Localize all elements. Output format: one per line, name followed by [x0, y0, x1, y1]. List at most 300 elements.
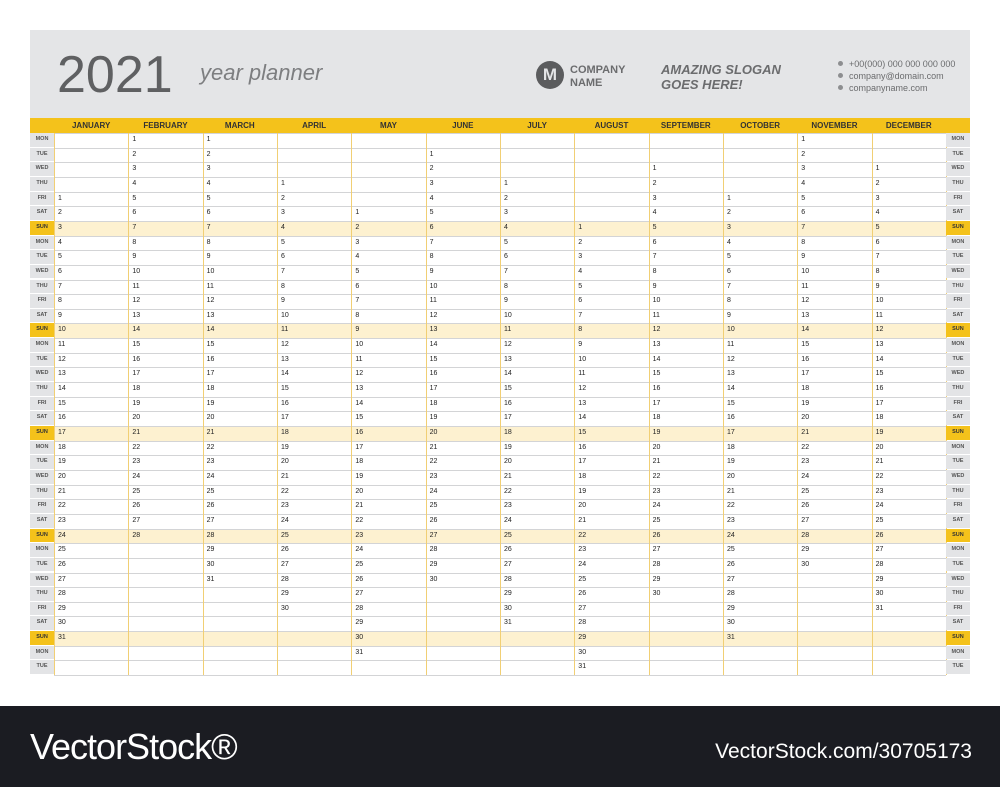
- company-logo-icon: [536, 61, 564, 89]
- day-number: 30: [875, 590, 884, 598]
- column-divider: [426, 133, 427, 675]
- day-number: 21: [355, 502, 364, 510]
- day-number: 17: [652, 399, 661, 407]
- day-number: 16: [801, 355, 810, 363]
- day-number: 4: [503, 223, 508, 231]
- day-number: 27: [58, 575, 66, 583]
- day-number: 24: [429, 487, 438, 495]
- weekday-label-left: FRI: [30, 602, 54, 616]
- day-number: 27: [503, 560, 512, 568]
- day-number: 6: [58, 267, 62, 275]
- day-number: 30: [578, 648, 587, 656]
- day-number: 20: [578, 502, 587, 510]
- calendar-grid: [30, 118, 970, 678]
- day-number: 12: [652, 326, 661, 334]
- day-number: 8: [801, 238, 806, 246]
- day-number: 2: [652, 179, 657, 187]
- day-number: 12: [206, 297, 215, 305]
- day-number: 17: [503, 414, 512, 422]
- bullet-icon: [838, 73, 843, 78]
- day-number: 21: [652, 458, 661, 466]
- day-number: 5: [801, 194, 806, 202]
- column-divider: [54, 133, 55, 675]
- day-number: 16: [132, 355, 141, 363]
- day-number: 3: [652, 194, 657, 202]
- column-divider: [277, 133, 278, 675]
- day-number: 8: [875, 267, 880, 275]
- day-number: 2: [206, 150, 211, 158]
- day-number: 10: [875, 297, 884, 305]
- logo-letter: M: [542, 65, 558, 84]
- weekday-label-left: MON: [30, 646, 54, 660]
- weekday-label-right: WED: [946, 573, 970, 587]
- month-header: SEPTEMBER: [660, 121, 711, 130]
- weekday-label-right: TUE: [946, 558, 970, 572]
- day-number: 7: [652, 253, 657, 261]
- day-number: 4: [801, 179, 806, 187]
- day-number: 29: [58, 604, 66, 612]
- day-number: 2: [280, 194, 285, 202]
- day-number: 3: [578, 253, 583, 261]
- day-number: 26: [355, 575, 364, 583]
- day-number: 22: [503, 487, 512, 495]
- day-number: 16: [355, 429, 364, 436]
- weekday-label-left: MON: [30, 236, 54, 250]
- weekday-label-right: SUN: [946, 221, 970, 235]
- day-number: 7: [578, 311, 583, 319]
- weekday-label-right: FRI: [946, 192, 970, 206]
- weekday-label-left: SUN: [30, 426, 54, 440]
- day-number: 24: [503, 516, 512, 524]
- day-number: 30: [280, 604, 289, 612]
- column-divider: [797, 133, 798, 675]
- day-number: 6: [355, 282, 360, 290]
- month-header: MARCH: [224, 121, 255, 130]
- day-number: 7: [58, 282, 62, 290]
- weekday-label-right: MON: [946, 338, 970, 352]
- day-number: 27: [280, 560, 289, 568]
- day-number: 9: [58, 311, 62, 319]
- day-number: 6: [726, 267, 731, 275]
- day-number: 14: [280, 370, 289, 378]
- day-number: 26: [429, 516, 438, 524]
- day-number: 18: [280, 429, 289, 436]
- day-number: 7: [355, 297, 360, 305]
- day-number: 31: [58, 634, 66, 642]
- day-number: 6: [429, 223, 434, 231]
- weekday-label-left: TUE: [30, 558, 54, 572]
- company-name-line2: NAME: [570, 77, 603, 89]
- day-number: 9: [652, 282, 657, 290]
- day-number: 31: [578, 663, 587, 671]
- day-number: 12: [503, 341, 512, 349]
- contact-email-text: company@domain.com: [849, 71, 944, 81]
- day-number: 23: [206, 458, 215, 466]
- day-number: 21: [801, 429, 810, 436]
- day-number: 3: [132, 165, 137, 173]
- day-number: 27: [578, 604, 587, 612]
- day-number: 2: [355, 223, 360, 231]
- weekday-label-left: SUN: [30, 631, 54, 645]
- day-number: 19: [280, 443, 289, 451]
- day-number: 9: [280, 297, 285, 305]
- weekday-label-left: THU: [30, 177, 54, 191]
- day-number: 24: [355, 546, 364, 554]
- day-number: 8: [280, 282, 285, 290]
- day-number: 27: [875, 546, 884, 554]
- day-number: 16: [280, 399, 289, 407]
- day-number: 21: [503, 472, 512, 480]
- day-number: 4: [355, 253, 360, 261]
- day-number: 9: [875, 282, 880, 290]
- day-number: 8: [726, 297, 731, 305]
- day-number: 6: [578, 297, 583, 305]
- day-number: 4: [58, 238, 62, 246]
- day-number: 14: [355, 399, 364, 407]
- day-number: 7: [429, 238, 434, 246]
- day-number: 7: [206, 223, 211, 231]
- day-number: 6: [206, 209, 211, 217]
- day-number: 18: [503, 429, 512, 436]
- day-number: 29: [578, 634, 587, 642]
- day-number: 11: [429, 297, 437, 305]
- day-number: 8: [429, 253, 434, 261]
- day-number: 21: [726, 487, 735, 495]
- day-number: 19: [652, 429, 661, 436]
- day-number: 5: [280, 238, 285, 246]
- weekday-label-left: WED: [30, 470, 54, 484]
- day-number: 27: [132, 516, 141, 524]
- day-number: 16: [652, 385, 661, 393]
- column-divider: [500, 133, 501, 675]
- day-number: 30: [726, 619, 735, 627]
- day-number: 3: [726, 223, 731, 231]
- weekday-label-left: TUE: [30, 660, 54, 674]
- day-number: 1: [206, 136, 211, 143]
- weekday-label-right: SAT: [946, 411, 970, 425]
- day-number: 15: [578, 429, 587, 436]
- day-number: 25: [801, 487, 810, 495]
- day-number: 5: [206, 194, 211, 202]
- weekday-label-right: MON: [946, 236, 970, 250]
- day-number: 15: [355, 414, 364, 422]
- day-number: 23: [429, 472, 438, 480]
- day-number: 30: [58, 619, 66, 627]
- day-number: 12: [801, 297, 810, 305]
- day-number: 9: [801, 253, 806, 261]
- weekday-label-right: THU: [946, 382, 970, 396]
- column-divider: [723, 133, 724, 675]
- day-number: 22: [132, 443, 141, 451]
- weekday-label-right: SUN: [946, 323, 970, 337]
- day-number: 22: [58, 502, 66, 510]
- month-header: JANUARY: [71, 121, 111, 130]
- day-number: 14: [875, 355, 884, 363]
- day-number: 16: [875, 385, 884, 393]
- day-number: 27: [801, 516, 810, 524]
- day-number: 25: [726, 546, 735, 554]
- day-number: 26: [875, 531, 884, 539]
- weekday-label-left: WED: [30, 162, 54, 176]
- weekday-label-right: THU: [946, 587, 970, 601]
- day-number: 10: [726, 326, 735, 334]
- day-number: 8: [58, 297, 62, 305]
- day-number: 11: [652, 311, 660, 319]
- day-number: 22: [355, 516, 364, 524]
- contact-list: [838, 58, 955, 94]
- day-number: 3: [503, 209, 508, 217]
- weekday-label-left: TUE: [30, 148, 54, 162]
- day-number: 15: [280, 385, 289, 393]
- day-number: 4: [132, 179, 137, 187]
- day-number: 20: [355, 487, 364, 495]
- day-number: 13: [652, 341, 661, 349]
- day-number: 21: [875, 458, 884, 466]
- day-number: 7: [280, 267, 285, 275]
- weekday-label-right: FRI: [946, 397, 970, 411]
- day-number: 19: [355, 472, 364, 480]
- weekday-label-right: SAT: [946, 309, 970, 323]
- day-number: 26: [280, 546, 289, 554]
- day-number: 8: [578, 326, 583, 334]
- day-number: 13: [875, 341, 884, 349]
- weekday-label-right: WED: [946, 265, 970, 279]
- day-number: 13: [726, 370, 735, 378]
- weekday-label-left: TUE: [30, 353, 54, 367]
- weekday-label-right: SAT: [946, 514, 970, 528]
- day-number: 16: [578, 443, 587, 451]
- weekday-label-left: SAT: [30, 616, 54, 630]
- day-number: 20: [652, 443, 661, 451]
- day-number: 26: [726, 560, 735, 568]
- day-number: 20: [875, 443, 884, 451]
- day-number: 5: [578, 282, 583, 290]
- day-number: 19: [132, 399, 141, 407]
- day-number: 24: [206, 472, 215, 480]
- weekday-label-left: FRI: [30, 397, 54, 411]
- day-number: 11: [801, 282, 809, 290]
- weekday-label-left: THU: [30, 280, 54, 294]
- day-number: 11: [875, 311, 883, 319]
- day-number: 5: [726, 253, 731, 261]
- day-number: 13: [206, 311, 215, 319]
- day-number: 16: [726, 414, 735, 422]
- day-number: 2: [801, 150, 806, 158]
- column-divider: [203, 133, 204, 675]
- day-number: 30: [206, 560, 215, 568]
- day-number: 2: [875, 179, 880, 187]
- day-number: 31: [875, 604, 884, 612]
- day-number: 3: [801, 165, 806, 173]
- day-number: 9: [503, 297, 508, 305]
- day-number: 26: [578, 590, 587, 598]
- day-number: 15: [652, 370, 661, 378]
- day-number: 8: [132, 238, 137, 246]
- day-number: 10: [58, 326, 66, 334]
- day-number: 6: [875, 238, 880, 246]
- day-number: 18: [206, 385, 215, 393]
- day-number: 9: [429, 267, 434, 275]
- day-number: 3: [355, 238, 360, 246]
- day-number: 18: [801, 385, 810, 393]
- day-number: 6: [132, 209, 137, 217]
- day-number: 24: [132, 472, 141, 480]
- day-number: 28: [132, 531, 141, 539]
- day-number: 7: [726, 282, 731, 290]
- day-number: 19: [801, 399, 810, 407]
- weekday-label-right: FRI: [946, 294, 970, 308]
- day-number: 31: [503, 619, 512, 627]
- day-number: 19: [726, 458, 735, 466]
- day-number: 29: [652, 575, 661, 583]
- day-number: 8: [206, 238, 211, 246]
- day-number: 29: [355, 619, 364, 627]
- day-number: 10: [280, 311, 289, 319]
- day-number: 29: [875, 575, 884, 583]
- day-number: 12: [132, 297, 141, 305]
- day-number: 28: [875, 560, 884, 568]
- day-number: 10: [652, 297, 661, 305]
- day-number: 1: [355, 209, 360, 217]
- day-number: 2: [726, 209, 731, 217]
- weekday-label-right: TUE: [946, 353, 970, 367]
- column-divider: [128, 133, 129, 675]
- day-number: 13: [801, 311, 810, 319]
- day-number: 17: [280, 414, 289, 422]
- day-number: 12: [355, 370, 364, 378]
- weekday-label-left: FRI: [30, 294, 54, 308]
- weekday-label-left: WED: [30, 573, 54, 587]
- day-number: 13: [280, 355, 289, 363]
- day-number: 28: [578, 619, 587, 627]
- weekday-label-right: TUE: [946, 455, 970, 469]
- day-number: 17: [58, 429, 66, 436]
- weekday-label-right: MON: [946, 646, 970, 660]
- contact-phone: [838, 58, 955, 70]
- month-header: JUNE: [452, 121, 474, 130]
- company-name-line1: COMPANY: [570, 64, 626, 76]
- weekday-label-right: SAT: [946, 616, 970, 630]
- day-number: 18: [429, 399, 438, 407]
- day-number: 22: [429, 458, 438, 466]
- day-number: 11: [355, 355, 363, 363]
- weekday-label-right: MON: [946, 543, 970, 557]
- weekday-label-right: WED: [946, 470, 970, 484]
- weekday-label-left: THU: [30, 587, 54, 601]
- day-number: 20: [206, 414, 215, 422]
- day-number: 4: [875, 209, 880, 217]
- day-number: 6: [503, 253, 508, 261]
- bullet-icon: [838, 85, 843, 90]
- day-number: 10: [355, 341, 364, 349]
- day-number: 2: [132, 150, 137, 158]
- weekday-label-left: SUN: [30, 323, 54, 337]
- day-number: 1: [132, 136, 137, 143]
- day-number: 25: [578, 575, 587, 583]
- day-number: 13: [58, 370, 66, 378]
- day-number: 8: [503, 282, 508, 290]
- day-number: 14: [132, 326, 141, 334]
- weekday-label-left: TUE: [30, 250, 54, 264]
- company-name: [570, 64, 625, 90]
- day-number: 17: [206, 370, 215, 378]
- day-number: 19: [58, 458, 66, 466]
- column-divider: [649, 133, 650, 675]
- day-number: 29: [206, 546, 215, 554]
- column-divider: [574, 133, 575, 675]
- day-number: 23: [875, 487, 884, 495]
- day-number: 15: [429, 355, 438, 363]
- weekday-label-right: FRI: [946, 602, 970, 616]
- day-number: 11: [280, 326, 289, 334]
- day-number: 20: [132, 414, 141, 422]
- day-number: 21: [578, 516, 587, 524]
- day-number: 12: [58, 355, 66, 363]
- day-number: 10: [578, 355, 587, 363]
- day-number: 14: [726, 385, 735, 393]
- day-number: 30: [429, 575, 438, 583]
- day-number: 28: [280, 575, 289, 583]
- day-number: 24: [652, 502, 661, 510]
- day-number: 12: [429, 311, 438, 319]
- day-number: 29: [726, 604, 735, 612]
- contact-website: [838, 82, 955, 94]
- day-number: 15: [132, 341, 141, 349]
- day-number: 9: [206, 253, 211, 261]
- day-number: 25: [355, 560, 364, 568]
- weekday-label-right: MON: [946, 133, 970, 147]
- day-number: 23: [132, 458, 141, 466]
- day-number: 14: [206, 326, 215, 334]
- day-number: 23: [58, 516, 66, 524]
- day-number: 3: [280, 209, 285, 217]
- day-number: 20: [280, 458, 289, 466]
- day-number: 5: [429, 209, 434, 217]
- day-number: 28: [429, 546, 438, 554]
- day-number: 3: [206, 165, 211, 173]
- day-number: 17: [801, 370, 810, 378]
- day-number: 10: [801, 267, 810, 275]
- month-header: MAY: [379, 121, 397, 130]
- weekday-label-left: SUN: [30, 221, 54, 235]
- weekday-label-left: SAT: [30, 309, 54, 323]
- contact-phone-text: +00(000) 000 000 000 000: [849, 59, 956, 69]
- day-number: 18: [132, 385, 141, 393]
- day-number: 20: [58, 472, 66, 480]
- day-number: 22: [206, 443, 215, 451]
- day-number: 29: [280, 590, 289, 598]
- day-number: 8: [652, 267, 657, 275]
- day-number: 3: [429, 179, 434, 187]
- day-number: 1: [280, 179, 285, 187]
- day-number: 5: [58, 253, 62, 261]
- contact-email: [838, 70, 955, 82]
- day-number: 20: [801, 414, 810, 422]
- day-number: 10: [206, 267, 215, 275]
- weekday-label-right: MON: [946, 441, 970, 455]
- day-number: 31: [355, 648, 364, 656]
- day-number: 30: [652, 590, 661, 598]
- day-number: 18: [726, 443, 735, 451]
- day-number: 17: [132, 370, 141, 378]
- day-number: 26: [206, 502, 215, 510]
- day-number: 8: [355, 311, 360, 319]
- month-header: FEBRUARY: [143, 121, 188, 130]
- weekday-label-right: THU: [946, 177, 970, 191]
- day-number: 24: [280, 516, 289, 524]
- day-number: 22: [801, 443, 810, 451]
- column-divider: [351, 133, 352, 675]
